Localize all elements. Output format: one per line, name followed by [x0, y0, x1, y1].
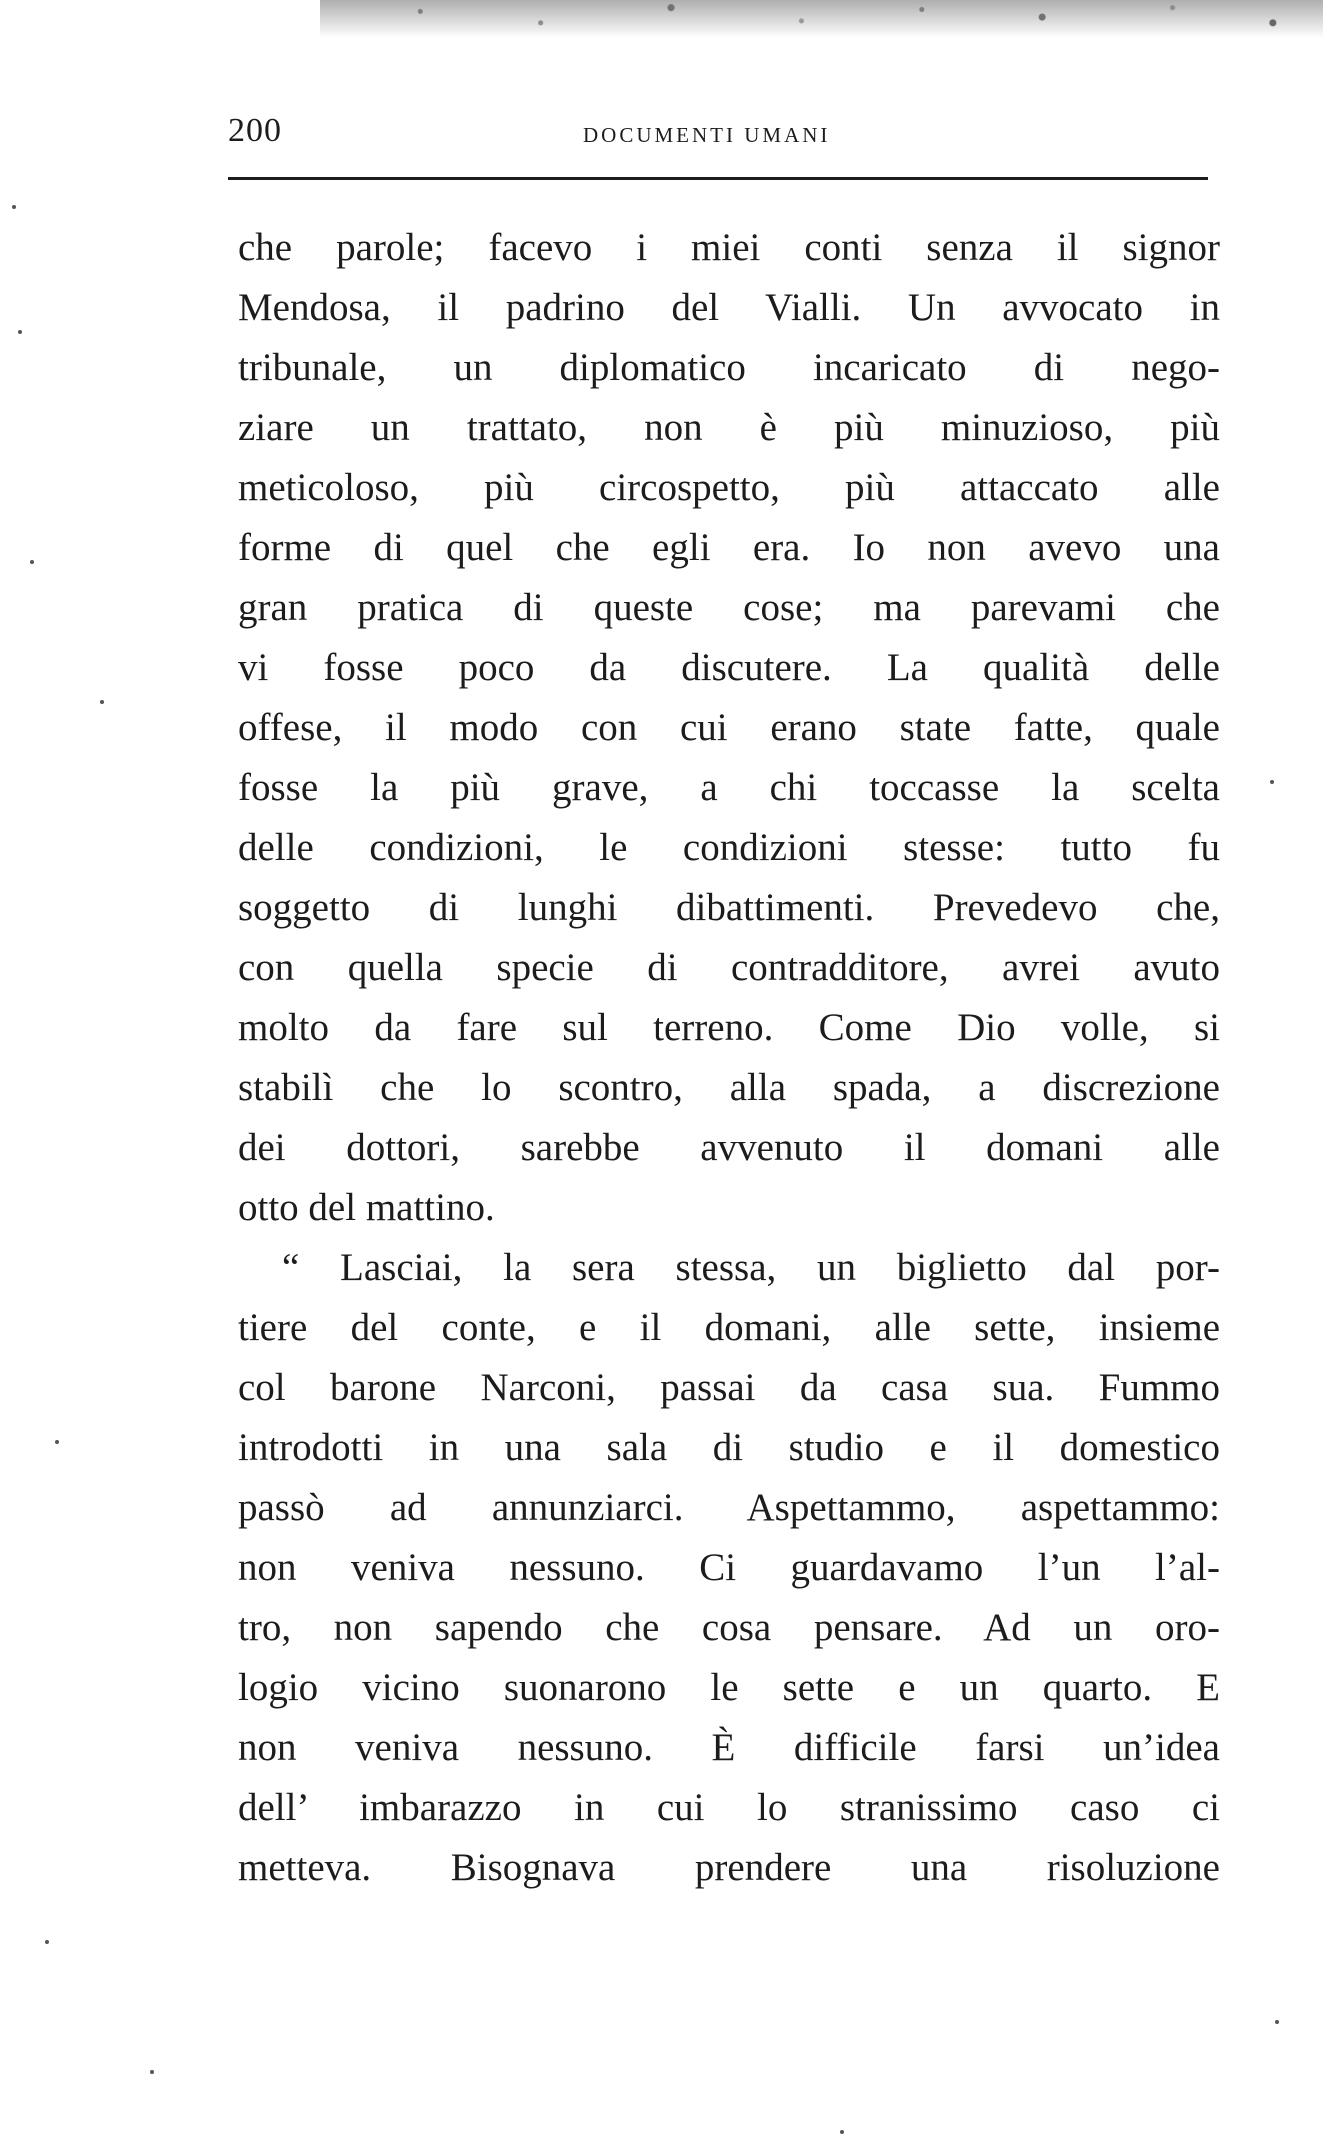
- text-line: col barone Narconi, passai da casa sua. Fummo: [238, 1366, 1220, 1409]
- scan-speck: [1270, 780, 1274, 784]
- text-line: logio vicino suonarono le sette e un quarto. E: [238, 1666, 1220, 1709]
- text-line: meticoloso, più circospetto, più attaccato alle: [238, 466, 1220, 509]
- scan-speck: [100, 700, 104, 704]
- text-line: molto da fare sul terreno. Come Dio volle, si: [238, 1006, 1220, 1049]
- paragraph-start-line: “ Lasciai, la sera stessa, un biglietto dal por-: [282, 1246, 1220, 1289]
- text-line: vi fosse poco da discutere. La qualità delle: [238, 646, 1220, 689]
- text-line: dei dottori, sarebbe avvenuto il domani alle: [238, 1126, 1220, 1169]
- scan-speck: [1275, 2020, 1279, 2024]
- header-rule: [228, 177, 1208, 180]
- text-line: ziare un trattato, non è più minuzioso, più: [238, 406, 1220, 449]
- scan-speck: [30, 560, 34, 564]
- scan-edge-noise: [320, 0, 1323, 38]
- text-line: introdotti in una sala di studio e il domestico: [238, 1426, 1220, 1469]
- scan-speck: [45, 1940, 49, 1944]
- scan-speck: [840, 2130, 844, 2134]
- text-line: Mendosa, il padrino del Vialli. Un avvocato in: [238, 286, 1220, 329]
- body-text: [238, 218, 1220, 1898]
- running-title: DOCUMENTI UMANI: [583, 123, 831, 147]
- text-line: passò ad annunziarci. Aspettammo, aspettammo:: [238, 1486, 1220, 1529]
- text-line: forme di quel che egli era. Io non avevo una: [238, 526, 1220, 569]
- text-line: che parole; facevo i miei conti senza il signor: [238, 226, 1220, 269]
- text-line: soggetto di lunghi dibattimenti. Prevedevo che,: [238, 886, 1220, 929]
- text-line: non veniva nessuno. È difficile farsi un’idea: [238, 1726, 1220, 1769]
- scan-speck: [55, 1440, 59, 1444]
- text-line: tribunale, un diplomatico incaricato di nego-: [238, 346, 1220, 389]
- text-line: non veniva nessuno. Ci guardavamo l’un l’al-: [238, 1546, 1220, 1589]
- text-line: delle condizioni, le condizioni stesse: tutto fu: [238, 826, 1220, 869]
- scan-speck: [18, 330, 22, 334]
- running-head: [228, 112, 1208, 152]
- scan-speck: [150, 2070, 154, 2074]
- text-line: tiere del conte, e il domani, alle sette, insieme: [238, 1306, 1220, 1349]
- page-number: 200: [228, 112, 282, 149]
- scan-speck: [12, 205, 16, 209]
- text-line: stabilì che lo scontro, alla spada, a discrezione: [238, 1066, 1220, 1109]
- text-line: gran pratica di queste cose; ma parevami che: [238, 586, 1220, 629]
- text-line: fosse la più grave, a chi toccasse la scelta: [238, 766, 1220, 809]
- text-line: con quella specie di contradditore, avrei avuto: [238, 946, 1220, 989]
- text-line: offese, il modo con cui erano state fatte, quale: [238, 706, 1220, 749]
- text-line: dell’ imbarazzo in cui lo stranissimo caso ci: [238, 1786, 1220, 1829]
- text-line: metteva. Bisognava prendere una risoluzione: [238, 1846, 1220, 1889]
- paragraph-end-line: otto del mattino.: [238, 1186, 495, 1229]
- text-line: tro, non sapendo che cosa pensare. Ad un oro-: [238, 1606, 1220, 1649]
